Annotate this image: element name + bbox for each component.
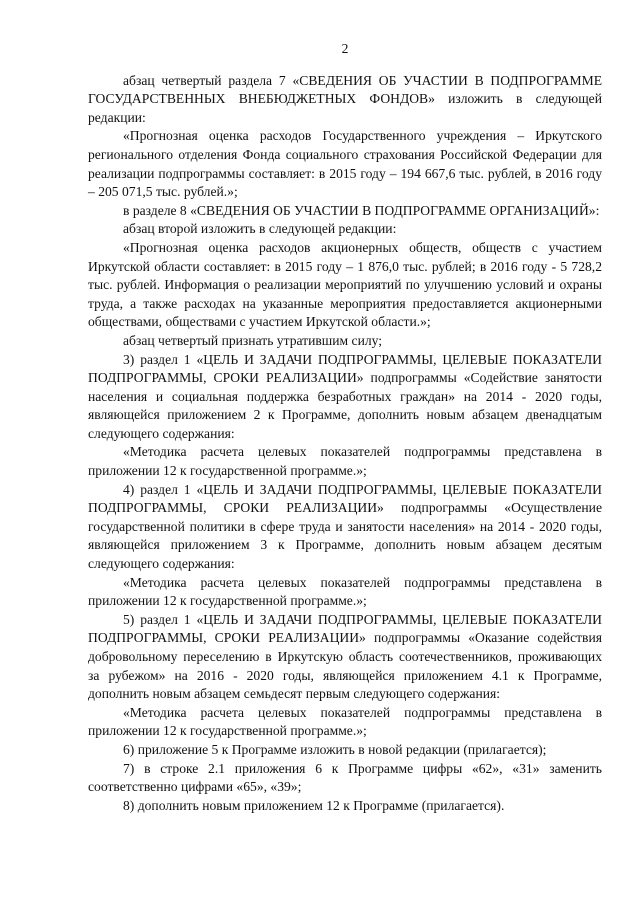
paragraph-section8-header: в разделе 8 «СВЕДЕНИЯ ОБ УЧАСТИИ В ПОДПРОГРАММЕ ОРГАНИЗАЦИЙ»:	[123, 202, 600, 218]
paragraph-item-8: 8) дополнить новым приложением 12 к Программе (прилагается).	[123, 797, 505, 813]
paragraph-item-6: 6) приложение 5 к Программе изложить в новой редакции (прилагается);	[123, 741, 547, 757]
paragraph-jsc-forecast: «Прогнозная оценка расходов акционерных обществ, обществ с участием Иркутской области составляет: в 2015 году – 1 876,0 тыс. рублей; в 2016 году - 5 728,2 тыс. рублей. Информация о реализации мероприятий по улучшению условий и охраны труда, а также расходах на указанные мероприятия предоставляется акционерными обществами, обществами с участием Иркутской области.»;	[88, 239, 602, 330]
page-number: 2	[341, 41, 349, 56]
paragraph-fss-forecast: «Прогнозная оценка расходов Государственного учреждения – Иркутского регионального отделения Фонда социального страхования Российской Федерации для реализации подпрограммы составляет: в 2015 году – 194 667,6 тыс. рублей, в 2016 году – 205 071,5 тыс. рублей.»;	[88, 128, 602, 200]
paragraph-section8-paragraph2: абзац второй изложить в следующей редакции:	[123, 221, 397, 237]
paragraph-item-4: 4) раздел 1 «ЦЕЛЬ И ЗАДАЧИ ПОДПРОГРАММЫ, ЦЕЛЕВЫЕ ПОКАЗАТЕЛИ ПОДПРОГРАММЫ, СРОКИ РЕАЛИЗАЦИИ» подпрограммы «Осуществление государственной политики в сфере труда и занятости населения» на 2014 - 2020 годы, являющейся приложением 3 к Программе, дополнить новым абзацем десятым следующего содержания:	[88, 481, 602, 572]
paragraph-item-3-methodology: «Методика расчета целевых показателей подпрограммы представлена в приложении 12 к государственной программе.»;	[88, 444, 602, 479]
paragraph-section8-paragraph4-void: абзац четвертый признать утратившим силу;	[123, 332, 383, 348]
paragraph-item-5: 5) раздел 1 «ЦЕЛЬ И ЗАДАЧИ ПОДПРОГРАММЫ, ЦЕЛЕВЫЕ ПОКАЗАТЕЛИ ПОДПРОГРАММЫ, СРОКИ РЕАЛИЗАЦИИ» подпрограммы «Оказание содействия добровольному переселению в Иркутскую область соотечественников, проживающих за рубежом» на 2016 - 2020 годы, являющейся приложением 4.1 к Программе, дополнить новым абзацем семьдесят первым следующего содержания:	[88, 611, 602, 702]
paragraph-item-5-methodology: «Методика расчета целевых показателей подпрограммы представлена в приложении 12 к государственной программе.»;	[88, 704, 602, 739]
paragraph-item-4-methodology: «Методика расчета целевых показателей подпрограммы представлена в приложении 12 к государственной программе.»;	[88, 574, 602, 609]
document-page	[88, 40, 602, 880]
paragraph-item-7: 7) в строке 2.1 приложения 6 к Программе цифры «62», «31» заменить соответственно цифрами «65», «39»;	[88, 760, 602, 795]
paragraph-section7-paragraph4: абзац четвертый раздела 7 «СВЕДЕНИЯ ОБ УЧАСТИИ В ПОДПРОГРАММЕ ГОСУДАРСТВЕННЫХ ВНЕБЮДЖЕТНЫХ ФОНДОВ» изложить в следующей редакции:	[88, 72, 602, 125]
paragraph-item-3: 3) раздел 1 «ЦЕЛЬ И ЗАДАЧИ ПОДПРОГРАММЫ, ЦЕЛЕВЫЕ ПОКАЗАТЕЛИ ПОДПРОГРАММЫ, СРОКИ РЕАЛИЗАЦИИ» подпрограммы «Содействие занятости населения и социальная поддержка безработных граждан» на 2014 - 2020 годы, являющейся приложением 2 к Программе, дополнить новым абзацем двенадцатым следующего содержания:	[88, 351, 602, 441]
